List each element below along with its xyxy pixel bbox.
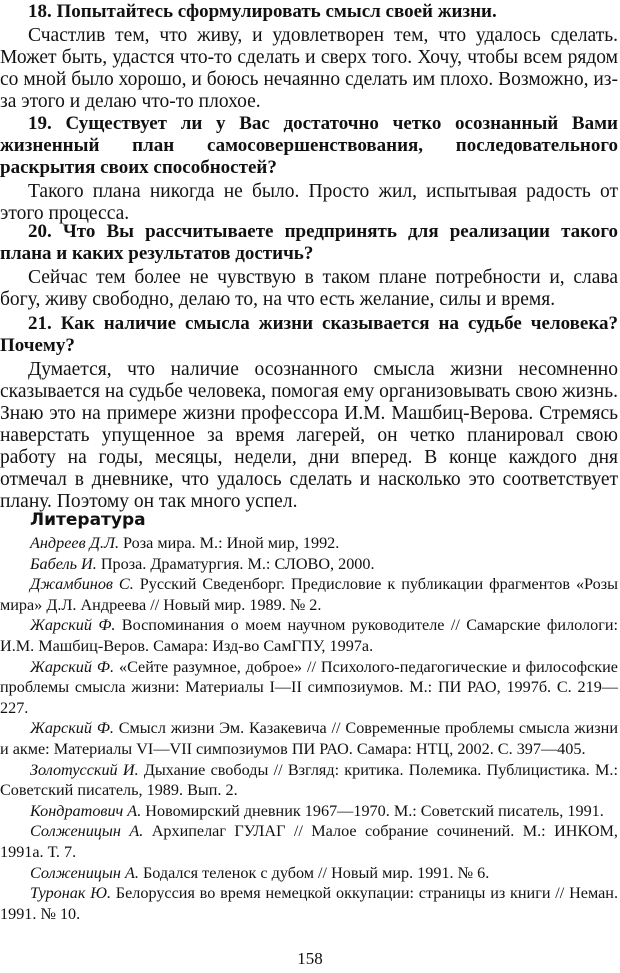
reference-author: Туронак Ю. [30, 884, 112, 903]
answer-paragraph: Думается, что наличие осознанного смысла жизни несомненно сказывается на судьбе человека, помогая ему организовывать свою жизнь. Знаю это на примере жизни профессора И.М. Машбиц-Верова. Стремясь наверстать упущенное за время лагерей, он четко планировал свою работу на годы, месяцы, недели, дни вперед. В конце каждого дня отмечал в дневнике, что удалось сделать и насколько это соответствует плану. Поэтому он так много успел. [0, 359, 618, 512]
page-number: 158 [297, 949, 323, 968]
reference-item [0, 657, 618, 719]
reference-item [0, 554, 618, 575]
reference-author: Кондратович А. [30, 801, 142, 820]
question-block-19 [0, 113, 618, 225]
reference-text: Новомирский дневник 1967—1970. М.: Советский писатель, 1991. [141, 801, 604, 820]
reference-author: Золотусский И. [30, 760, 139, 779]
reference-text: Белоруссия во время немецкой оккупации: страницы из книги // Неман. 1991. № 10. [0, 884, 618, 923]
question-heading: 21. Как наличие смысла жизни сказывается на судьбе человека? Почему? [0, 313, 618, 356]
question-heading: 19. Существует ли у Вас достаточно четко осознанный Вами жизненный план самосовершенствования, последовательного раскрытия своих способностей? [0, 113, 618, 178]
question-block-18 [0, 1, 618, 113]
reference-item [0, 615, 618, 656]
reference-text: Бодался теленок с дубом // Новый мир. 1991. № 6. [138, 863, 490, 882]
reference-text: Роза мира. М.: Иной мир, 1992. [119, 534, 340, 552]
answer-paragraph: Сейчас тем более не чувствую в таком плане потребности и, слава богу, живу свободно, делаю то, на что есть желание, силы и время. [0, 267, 618, 310]
answer-paragraph: Счастлив тем, что живу, и удовлетворен тем, что удалось сделать. Может быть, удастся что-то сделать и сверх того. Хочу, чтобы всем рядом со мной было хорошо, и боюсь нечаянно сделать им плохо. Возможно, из-за этого и делаю что-то плохое. [0, 25, 618, 112]
question-heading: 18. Попытайтесь сформулировать смысл своей жизни. [28, 1, 497, 22]
reference-item [0, 574, 618, 615]
reference-item [0, 883, 618, 924]
reference-author: Жарский Ф. [30, 719, 114, 738]
reference-author: Андреев Д.Л. [30, 534, 119, 552]
reference-author: Жарский Ф. [30, 616, 116, 635]
reference-text: Воспоминания о моем научном руководителе // Самарские филологи: И.М. Машбиц-Веров. Самара: Изд-во СамГПУ, 1997а. [0, 616, 618, 655]
reference-author: Бабель И. [30, 554, 97, 573]
reference-text: Архипелаг ГУЛАГ // Малое собрание сочинений. М.: ИНКОМ, 1991а. Т. 7. [0, 822, 618, 861]
reference-author: Солженицын А. [30, 822, 144, 841]
question-block-21 [0, 313, 618, 513]
question-heading: 20. Что Вы рассчитываете предпринять для реализации такого плана и каких результатов достичь? [0, 221, 618, 264]
reference-list [0, 533, 618, 924]
answer-paragraph: Такого плана никогда не было. Просто жил, испытывая радость от этого процесса. [0, 181, 618, 224]
reference-text: Проза. Драматургия. М.: СЛОВО, 2000. [96, 554, 375, 573]
literature-title: Литература [30, 510, 146, 530]
reference-author: Джамбинов С. [30, 575, 134, 594]
reference-text: Смысл жизни Эм. Казакевича // Современные проблемы смысла жизни и акме: Материалы VI—VII симпозиумов ПИ РАО. Самара: НТЦ, 2002. С. 397—405. [0, 719, 618, 758]
reference-text: Русский Сведенборг. Предисловие к публикации фрагментов «Розы мира» Д.Л. Андреева // Новый мир. 1989. № 2. [0, 575, 619, 614]
reference-author: Солженицын А. [30, 863, 139, 882]
reference-item [0, 533, 618, 554]
reference-item [0, 863, 618, 884]
reference-item [0, 718, 618, 759]
reference-item [0, 801, 618, 822]
reference-item [0, 821, 618, 862]
reference-text: Дыхание свободы // Взгляд: критика. Полемика. Публицистика. М.: Советский писатель, 1989. Вып. 2. [0, 760, 618, 800]
reference-author: Жарский Ф. [30, 657, 114, 676]
reference-item [0, 760, 618, 801]
question-block-20 [0, 221, 618, 311]
reference-text: «Сейте разумное, доброе» // Психолого-педагогические и философские проблемы смысла жизни: Материалы I—II симпозиумов. М.: ПИ РАО, 1997б. С. 219—227. [0, 657, 618, 717]
